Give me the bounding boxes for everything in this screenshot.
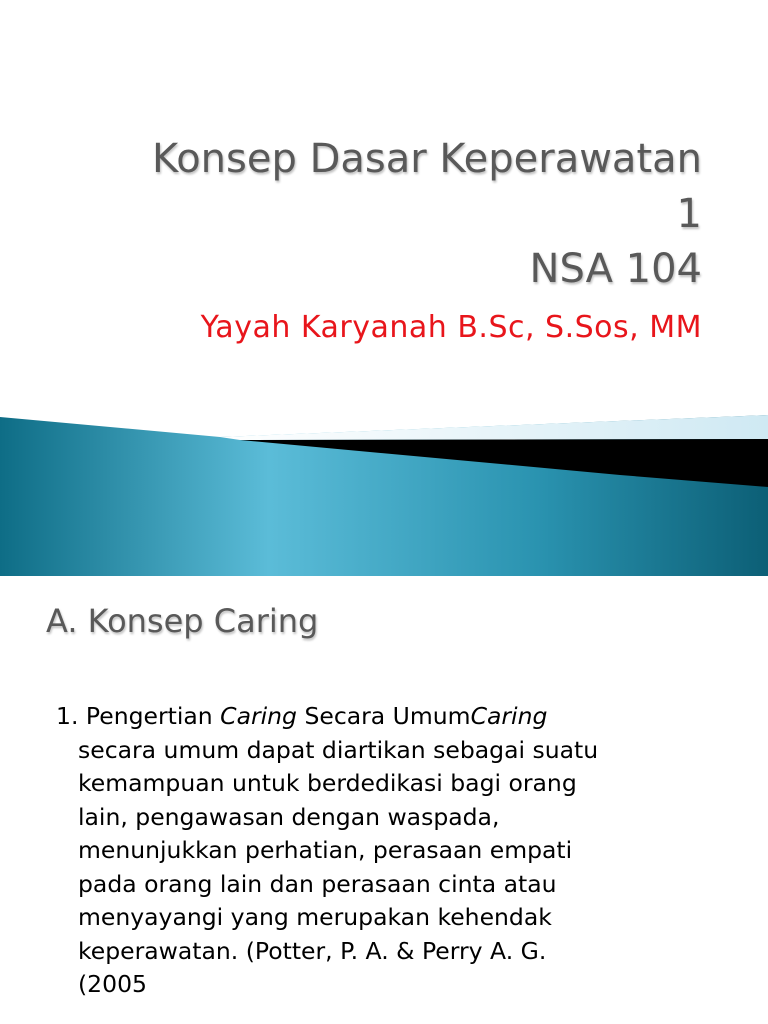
definition-line-5: pada orang lain dan perasaan cinta atau (78, 869, 557, 898)
text-pengertian: Pengertian (85, 702, 213, 730)
definition-line-1: secara umum dapat diartikan sebagai suatu (78, 735, 599, 764)
decorative-wave-band (0, 405, 768, 576)
definition-paragraph (56, 700, 736, 1002)
term-caring-2: Caring (470, 702, 548, 730)
item-number: 1. (56, 702, 79, 730)
content-slide (0, 576, 768, 1024)
definition-line-6: menyayangi yang merupakan kehendak (78, 903, 552, 931)
definition-line-2: kemampuan untuk berdedikasi bagi orang (78, 769, 577, 797)
title-line-2: 1 (676, 191, 702, 237)
definition-line-3: lain, pengawasan dengan waspada, (78, 802, 500, 831)
section-heading: A. Konsep Caring (46, 602, 319, 640)
definition-line-8: (2005 (78, 970, 147, 998)
definition-line-4: menunjukkan perhatian, perasaan empati (78, 836, 573, 864)
title-line-1: Konsep Dasar Keperawatan (151, 136, 702, 182)
list-item-1 (56, 700, 736, 1002)
title-line-3: NSA 104 (529, 246, 702, 292)
slide-title (22, 132, 702, 297)
text-secara-umum: Secara Umum (304, 702, 471, 730)
slide-subtitle-author: Yayah Karyanah B.Sc, S.Sos, MM (200, 310, 702, 345)
term-caring: Caring (220, 702, 297, 730)
definition-line-7: keperawatan. (Potter, P. A. & Perry A. G. (78, 936, 547, 965)
